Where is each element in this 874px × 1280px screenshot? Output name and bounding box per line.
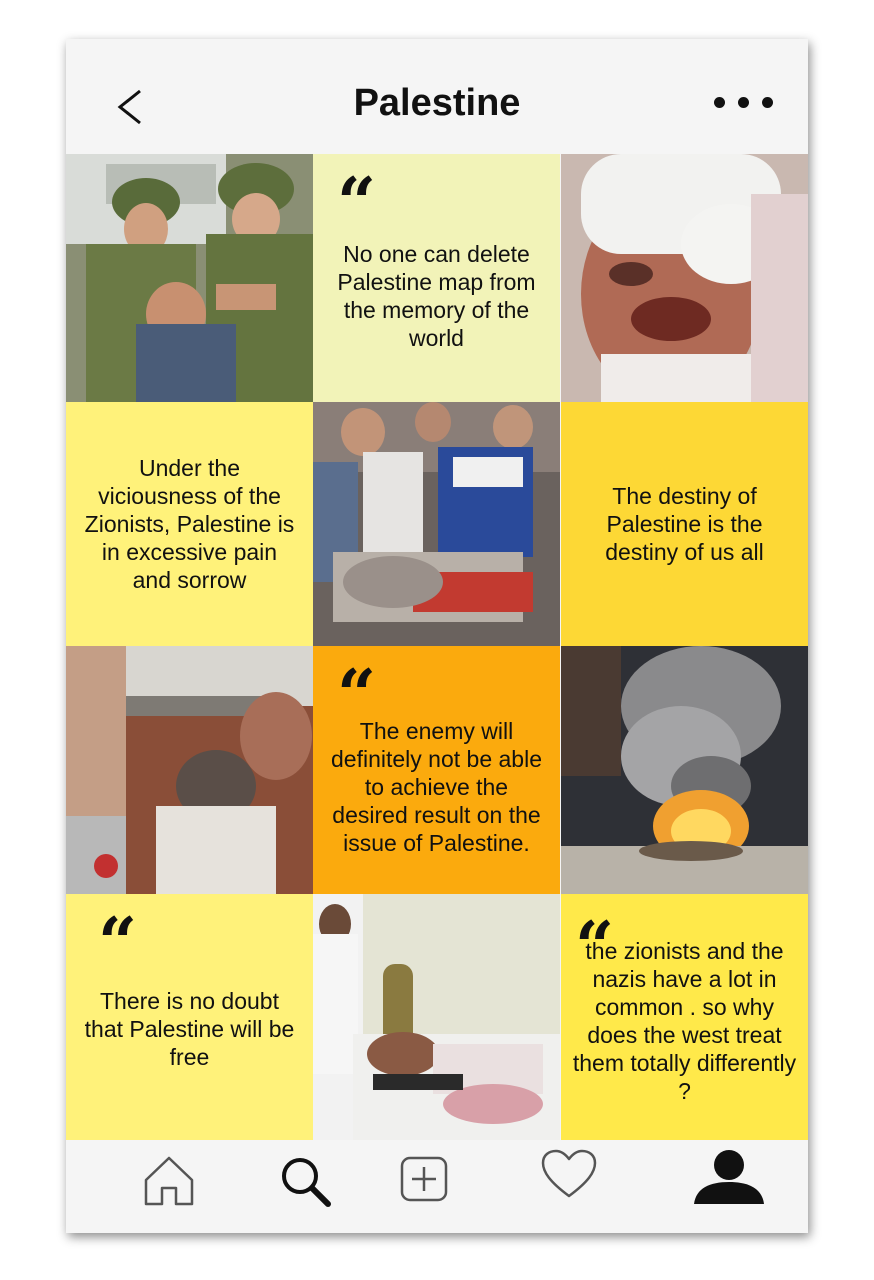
quote-text: Under the viciousness of the Zionists, Palestine is in excessive pain and sorrow <box>84 455 295 593</box>
quote-text: the zionists and the nazis have a lot in common . so why does the west treat them totally differently ? <box>572 938 797 1104</box>
search-button[interactable] <box>278 1154 334 1215</box>
hospital-patient-photo <box>313 894 560 1140</box>
activity-button[interactable] <box>540 1148 598 1205</box>
grid-post-photo[interactable] <box>66 154 313 402</box>
burning-tire-photo <box>561 646 808 894</box>
grid-post-photo[interactable] <box>66 646 313 894</box>
page-title: Palestine <box>353 82 521 124</box>
grid-post-photo[interactable] <box>561 646 808 894</box>
profile-button[interactable] <box>692 1148 766 1209</box>
heart-icon <box>540 1148 598 1200</box>
quote-text: The destiny of Palestine is the destiny of us all <box>605 483 764 565</box>
add-post-button[interactable] <box>400 1154 450 1209</box>
soldiers-photo <box>66 154 313 402</box>
grid-post-quote[interactable] <box>66 894 313 1140</box>
injured-girl-photo <box>561 154 808 402</box>
home-button[interactable] <box>142 1154 196 1213</box>
add-post-icon <box>400 1154 450 1204</box>
grid-post-quote[interactable] <box>313 154 560 402</box>
crowd-stretcher-photo <box>313 402 560 646</box>
search-icon <box>278 1154 334 1210</box>
quotation-mark-icon: “ <box>337 163 373 243</box>
quotation-mark-icon: “ <box>337 655 373 735</box>
grid-post-quote[interactable] <box>66 402 313 646</box>
rubble-rescue-photo <box>66 646 313 894</box>
bottom-navigation <box>66 1140 808 1233</box>
more-horizontal-icon <box>738 97 749 108</box>
grid-post-quote[interactable] <box>561 402 808 646</box>
post-grid <box>66 154 808 1140</box>
grid-post-photo[interactable] <box>313 894 560 1140</box>
quote-text: No one can delete Palestine map from the memory of the world <box>337 241 536 351</box>
home-icon <box>142 1154 196 1208</box>
phone-screen <box>66 39 808 1233</box>
grid-post-photo[interactable] <box>561 154 808 402</box>
top-bar <box>66 39 808 154</box>
more-horizontal-icon <box>762 97 773 108</box>
profile-icon <box>692 1148 766 1204</box>
grid-post-quote[interactable] <box>313 646 560 894</box>
grid-post-photo[interactable] <box>313 402 560 646</box>
more-options-button[interactable] <box>714 97 774 109</box>
quote-text: The enemy will definitely not be able to achieve the desired result on the issue of Palestine. <box>331 718 542 856</box>
quote-text: There is no doubt that Palestine will be free <box>84 988 295 1070</box>
grid-post-quote[interactable] <box>561 894 808 1140</box>
more-horizontal-icon <box>714 97 725 108</box>
quotation-mark-icon: “ <box>98 903 134 983</box>
quotation-mark-icon: “ <box>575 907 611 987</box>
